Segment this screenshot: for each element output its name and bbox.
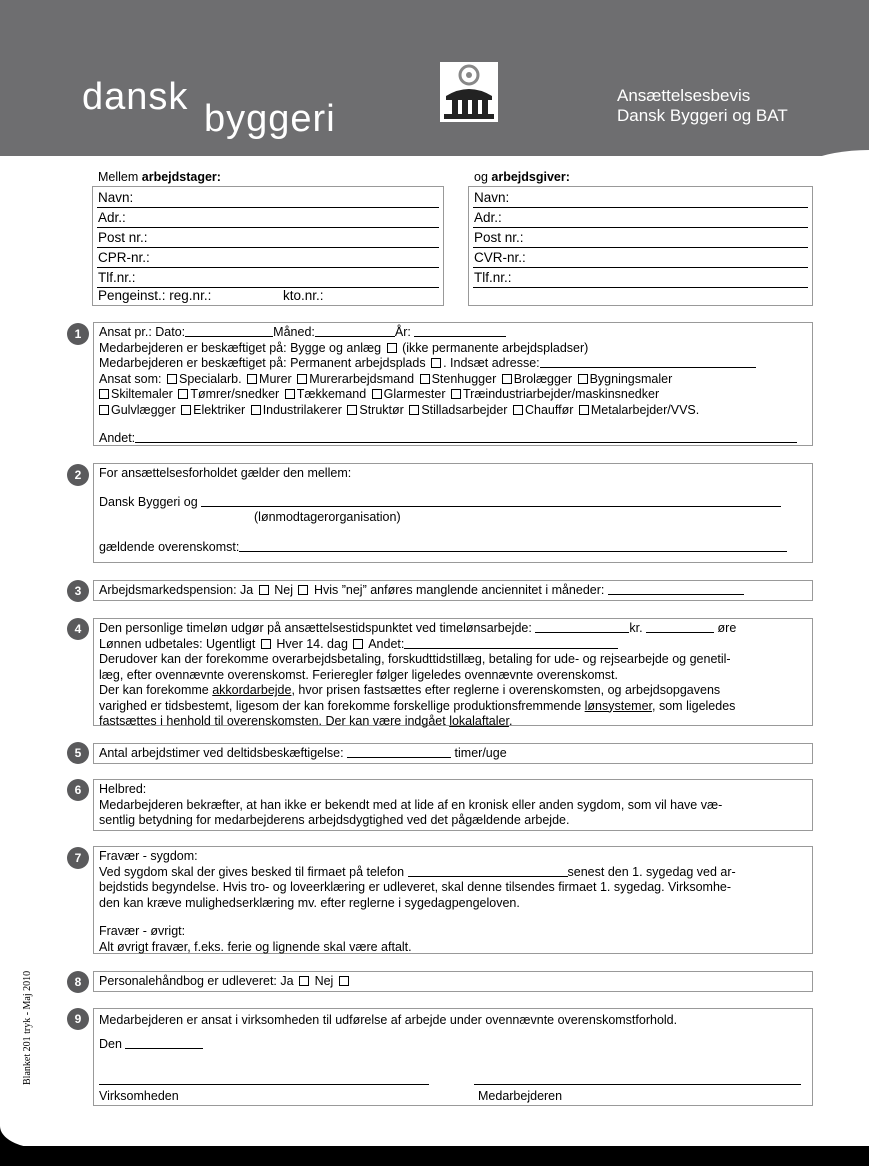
bank-reg-label: Pengeinst.: reg.nr.: <box>98 288 212 303</box>
employee-bank-field[interactable] <box>97 286 439 306</box>
s1-line-trades-2: Skiltemaler Tømrer/snedker Tækkemand Glarmester Træindustriarbejder/maskinsnedker <box>99 387 807 403</box>
checkbox-trade[interactable] <box>99 405 109 415</box>
s3-line: Arbejdsmarkedspension: Ja Nej Hvis ”nej” anføres manglende anciennitet i måneder: <box>99 583 807 599</box>
checkbox-trade[interactable] <box>579 405 589 415</box>
s1-address-blank[interactable] <box>540 356 756 368</box>
employee-box <box>92 186 444 306</box>
checkbox-trade[interactable] <box>502 374 512 384</box>
form-title <box>617 86 788 126</box>
form-title-line1: Ansættelsesbevis <box>617 86 751 105</box>
checkbox-trade[interactable] <box>409 405 419 415</box>
footer-curve <box>0 1126 40 1148</box>
section-7-number: 7 <box>67 847 89 869</box>
s1-year-blank[interactable] <box>414 325 506 337</box>
bank-account-label: kto.nr.: <box>283 288 324 303</box>
s4-para-3: Der kan forekomme akkordarbejde, hvor prisen fastsættes efter reglerne i overenskomsten, og arbejdsopgavens <box>99 683 721 697</box>
checkbox-trade[interactable] <box>297 374 307 384</box>
checkbox-biweekly[interactable] <box>353 639 363 649</box>
employer-cvr-field[interactable]: CVR-nr.: <box>473 248 808 268</box>
s1-line-other: Andet: <box>99 431 807 447</box>
s4-para-4: varighed er tidsbestemt, ligesom der kan forekomme forskellige produktionsfremmende lønsystemer, som ligeledes <box>99 698 736 713</box>
checkbox-construction[interactable] <box>387 343 397 353</box>
header-band <box>0 0 869 156</box>
s5-hours-blank[interactable] <box>347 746 451 758</box>
checkbox-trade[interactable] <box>285 389 295 399</box>
checkbox-trade[interactable] <box>578 374 588 384</box>
signature-label-employee: Medarbejderen <box>478 1089 563 1103</box>
s1-date-blank[interactable] <box>185 325 273 337</box>
s1-line-trades-1: Ansat som: Specialarb. Murer Murerarbejdsmand Stenhugger Brolægger Bygningsmaler <box>99 371 673 386</box>
section-9-number: 9 <box>67 1008 89 1030</box>
s5-line: Antal arbejdstimer ved deltidsbeskæftigelse: timer/uge <box>99 746 507 760</box>
s4-kr-blank[interactable] <box>535 621 629 633</box>
checkbox-trade[interactable] <box>181 405 191 415</box>
checkbox-trade[interactable] <box>513 405 523 415</box>
s2-line-3: (lønmodtagerorganisation) <box>254 510 401 524</box>
section-5-number: 5 <box>67 742 89 764</box>
s9-line-2: Den <box>99 1037 807 1053</box>
header-curve <box>779 150 869 190</box>
s1-line-permanent: Medarbejderen er beskæftiget på: Permanent arbejdsplads . Indsæt adresse: <box>99 356 807 372</box>
s9-date-blank[interactable] <box>125 1037 203 1049</box>
section-1-number: 1 <box>67 323 89 345</box>
s2-line-1: For ansættelsesforholdet gælder den mellem: <box>99 466 352 480</box>
form-title-line2: Dansk Byggeri og BAT <box>617 106 788 125</box>
section-9-signature <box>93 1008 813 1106</box>
employer-postcode-field[interactable]: Post nr.: <box>473 228 808 248</box>
s6-line-1: Helbred: <box>99 782 147 796</box>
employer-address-field[interactable]: Adr.: <box>473 208 808 228</box>
checkbox-handbook-yes[interactable] <box>299 976 309 986</box>
employee-phone-field[interactable]: Tlf.nr.: <box>97 268 439 288</box>
s2-line-4: gældende overenskomst: <box>99 540 807 556</box>
checkbox-trade[interactable] <box>251 405 261 415</box>
s7-line-6: Alt øvrigt fravær, f.eks. ferie og lignende skal være aftalt. <box>99 939 412 954</box>
checkbox-trade[interactable] <box>99 389 109 399</box>
section-2-agreement <box>93 463 813 563</box>
s2-line-2: Dansk Byggeri og <box>99 495 807 511</box>
employer-heading: og arbejdsgiver: <box>474 170 570 184</box>
s4-para-2: læg, efter ovennævnte overenskomst. Ferieregler følger ligeledes ovennævnte overenskomst. <box>99 667 619 682</box>
s6-line-3: sentlig betydning for medarbejderens arbejdsdygtighed ved det pågældende arbejde. <box>99 813 570 827</box>
checkbox-trade[interactable] <box>167 374 177 384</box>
checkbox-trade[interactable] <box>420 374 430 384</box>
s4-other-blank[interactable] <box>404 637 618 649</box>
logo-word-dansk: dansk <box>82 76 189 118</box>
section-8-handbook <box>93 971 813 992</box>
employee-cpr-field[interactable]: CPR-nr.: <box>97 248 439 268</box>
s6-line-2: Medarbejderen bekræfter, at han ikke er bekendt med at lide af en kronisk eller anden sygdom, som vil have væ- <box>99 797 723 812</box>
section-4-wages <box>93 618 813 726</box>
s3-months-blank[interactable] <box>608 583 744 595</box>
checkbox-trade[interactable] <box>178 389 188 399</box>
section-3-number: 3 <box>67 580 89 602</box>
employee-name-field[interactable]: Navn: <box>97 188 439 208</box>
s4-para-1: Derudover kan der forekomme overarbejdsbetaling, forskudttidstillæg, betaling for ude- og rejsearbejde og genetil- <box>99 652 731 666</box>
s1-line-construction: Medarbejderen er beskæftiget på: Bygge og anlæg (ikke permanente arbejdspladser) <box>99 340 589 355</box>
employee-postcode-field[interactable]: Post nr.: <box>97 228 439 248</box>
signature-line-employee[interactable] <box>474 1084 801 1085</box>
s4-line-wage: Den personlige timeløn udgør på ansættelsestidspunktet ved timelønsarbejde: kr. øre <box>99 621 737 635</box>
checkbox-permanent[interactable] <box>431 358 441 368</box>
footer-band <box>0 1146 869 1166</box>
s7-line-1: Fravær - sygdom: <box>99 849 198 863</box>
section-3-pension <box>93 580 813 601</box>
section-6-health <box>93 779 813 831</box>
s4-ore-blank[interactable] <box>646 621 714 633</box>
section-4-number: 4 <box>67 618 89 640</box>
checkbox-trade[interactable] <box>451 389 461 399</box>
checkbox-handbook-no[interactable] <box>339 976 349 986</box>
s1-month-blank[interactable] <box>315 325 395 337</box>
checkbox-pension-no[interactable] <box>298 585 308 595</box>
s2-organisation-blank[interactable] <box>201 495 781 507</box>
employer-box <box>468 186 813 306</box>
form-print-note: Blanket 201 tryk - Maj 2010 <box>22 970 33 1085</box>
s7-line-2: Ved sygdom skal der gives besked til firmaet på telefon senest den 1. sygedag ved ar- <box>99 864 736 879</box>
s8-line: Personalehåndbog er udleveret: Ja Nej <box>99 974 807 990</box>
s4-line-payment: Lønnen udbetales: Ugentligt Hver 14. dag Andet: <box>99 637 807 653</box>
checkbox-trade[interactable] <box>372 389 382 399</box>
s9-line-1: Medarbejderen er ansat i virksomheden til udførelse af arbejde under ovennævnte overenskomstforhold. <box>99 1013 678 1027</box>
s7-line-5: Fravær - øvrigt: <box>99 924 186 938</box>
section-2-number: 2 <box>67 464 89 486</box>
section-5-hours <box>93 743 813 764</box>
checkbox-pension-yes[interactable] <box>259 585 269 595</box>
s7-line-3: bejdstids begyndelse. Hvis tro- og loveerklæring er udleveret, skal denne tilsendes firmaet 1. sygedag. Virksomhe- <box>99 880 732 894</box>
employer-name-field[interactable]: Navn: <box>473 188 808 208</box>
section-1-employment <box>93 322 813 446</box>
employer-phone-field[interactable]: Tlf.nr.: <box>473 268 808 288</box>
checkbox-weekly[interactable] <box>261 639 271 649</box>
signature-label-company: Virksomheden <box>99 1089 179 1103</box>
s1-other-blank[interactable] <box>135 431 797 443</box>
s1-line-date: Ansat pr.: Dato: Måned: År: <box>99 325 807 341</box>
logo-word-byggeri: byggeri <box>204 98 336 140</box>
section-8-number: 8 <box>67 971 89 993</box>
s2-agreement-blank[interactable] <box>239 540 787 552</box>
s7-phone-blank[interactable] <box>408 865 568 877</box>
checkbox-trade[interactable] <box>347 405 357 415</box>
signature-line-company[interactable] <box>99 1084 429 1085</box>
s4-para-5: fastsættes i henhold til overenskomsten. Der kan være indgået lokalaftaler. <box>99 714 513 728</box>
s7-line-4: den kan kræve mulighedserklæring mv. efter reglerne i sygedagpengeloven. <box>99 895 520 910</box>
s1-line-trades-3: Gulvlægger Elektriker Industrilakerer Struktør Stilladsarbejder Chauffør Metalarbejder/VVS. <box>99 403 807 419</box>
section-7-absence <box>93 846 813 954</box>
employee-heading: Mellem arbejdstager: <box>98 170 221 184</box>
section-6-number: 6 <box>67 779 89 801</box>
bat-emblem-icon <box>440 62 498 122</box>
employee-address-field[interactable]: Adr.: <box>97 208 439 228</box>
checkbox-trade[interactable] <box>247 374 257 384</box>
